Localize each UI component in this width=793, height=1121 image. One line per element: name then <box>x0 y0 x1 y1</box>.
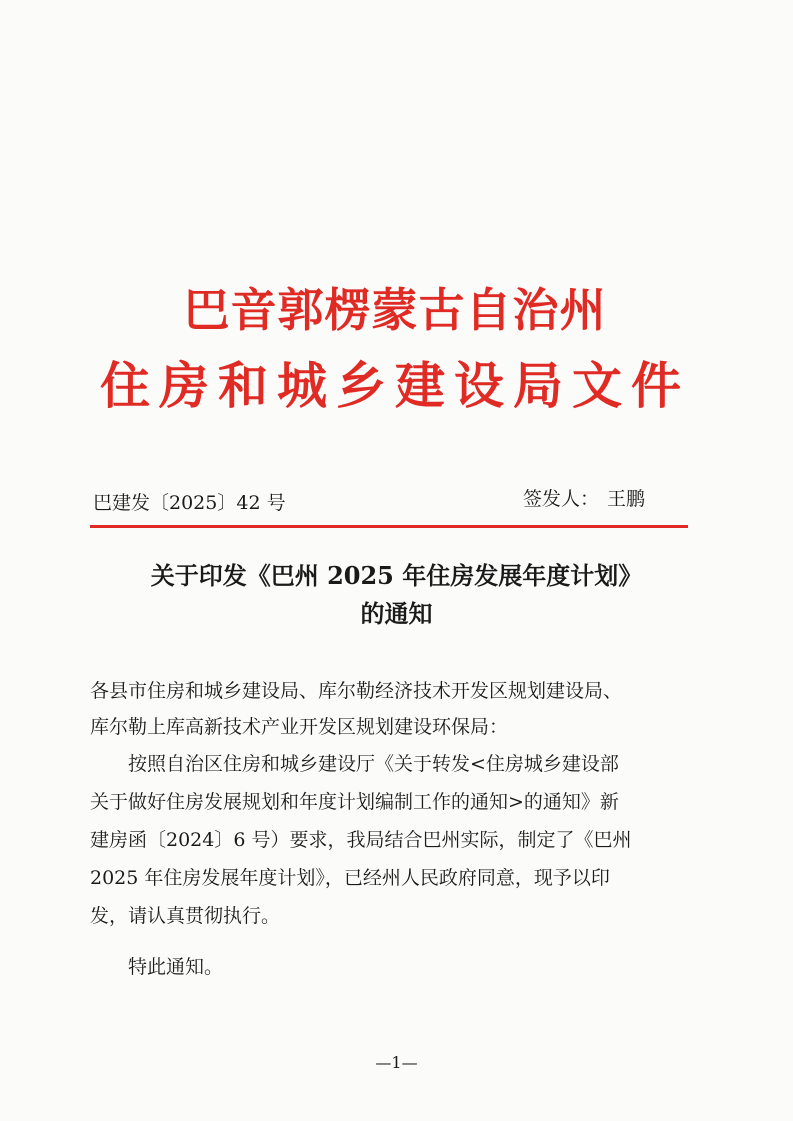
signer-label: 签发人： <box>523 488 600 510</box>
closing-text: 特此通知。 <box>128 956 224 978</box>
body-line5: 发，请认真贯彻执行。 <box>90 905 281 927</box>
issuer-name-line2: 住房和城乡建设局文件 <box>100 357 690 415</box>
body-line1: 按照自治区住房和城乡建设厅《关于转发<住房城乡建设部 <box>128 753 619 775</box>
signer-name: 王鹏 <box>607 488 646 510</box>
body-line3: 建房函〔2024〕6 号）要求，我局结合巴州实际，制定了《巴州 <box>90 829 632 851</box>
recipients-line1: 各县市住房和城乡建设局、库尔勒经济技术开发区规划建设局、 <box>90 680 623 702</box>
recipients-line2: 库尔勒上库高新技术产业开发区规划建设环保局： <box>90 716 509 738</box>
red-divider-line <box>90 525 688 528</box>
page-number: —1— <box>375 1053 418 1072</box>
document-number: 巴建发〔2025〕42 号 <box>93 492 286 514</box>
notice-title-line1: 关于印发《巴州 2025 年住房发展年度计划》 <box>150 561 643 590</box>
issuer-name-line1: 巴音郭楞蒙古自治州 <box>183 283 607 337</box>
body-line4: 2025 年住房发展年度计划》，已经州人民政府同意，现予以印 <box>90 867 610 889</box>
notice-title-line2: 的通知 <box>360 599 433 628</box>
signer <box>523 484 645 511</box>
body-line2: 关于做好住房发展规划和年度计划编制工作的通知>的通知》新 <box>90 791 619 813</box>
